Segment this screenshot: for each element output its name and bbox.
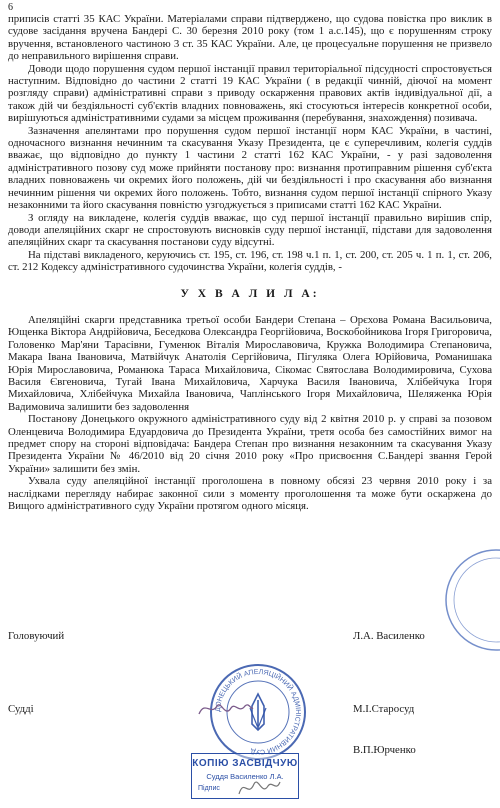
page-number: 6 xyxy=(8,2,13,13)
paragraph: З огляду на викладене, колегія суддів вважає, що суд першої інстанції правильно вирішив спір, доводи апеляційних скарг не спростовують висновків суду першої інстанції, підстави для задоволення апеляційних скарг та скасування постанови суду відсутні. xyxy=(8,211,492,249)
seal-text: ДОНЕЦЬКИЙ АПЕЛЯЦІЙНИЙ АДМІНІСТРАТИВНИЙ СУД xyxy=(214,668,302,756)
paragraph: Доводи щодо порушення судом першої інстанції правил територіальної підсудності спростовується наступним. Відповідно до частини 2 статті 19 КАС України ( в редакції чинній, діючої на момент розгляду справи) адміністративні справи з приводу оскарження правових актів індивідуальної дії, а також дій чи бездіяльності суб'єктів владних повноважень, які стосуються інтересів конкретної особи, вирішуються адміністративними судами за місцем проживання (перебування, знахождення) позивача. xyxy=(8,62,492,125)
judge-1-name: М.І.Старосуд xyxy=(353,703,415,715)
judges-label: Судді xyxy=(8,703,34,715)
document-body xyxy=(8,13,492,512)
paragraph: Ухвала суду апеляційної інстанції проголошена в повному обсязі 23 червня 2010 року і за наслідками перегляду набирає законної сили з моменту проголошення та може бути оскаржена до Вищого адміністративного суду України протягом одного місяця. xyxy=(8,475,492,513)
signature-1-icon xyxy=(195,696,255,722)
paragraph: Зазначення апелянтами про порушення судом першої інстанції норм КАС України, в частині, одночасного визнання нечинним та скасування Указу Президента, це є суперечливим, колегія суддів вважає, що відповідно до пункту 1 частини 2 статті 162 КАС України, - у разі задоволення адміністративного позову суд може прийняти постанову про: визнання протиправним рішення суб'єкта владних повноважень чи окремих його положень, дій чи бездіяльності і про скасування або визнання нечинним рішення чи окремих його положень. Тобто, визнання судом першої інстанції спірного Указу незаконними та його скасування повністю узгоджується з приписами статті 162 КАС України. xyxy=(8,124,492,212)
resolution-heading: У Х В А Л И Л А: xyxy=(180,287,320,300)
paragraph: На підставі викладеного, керуючись ст. 195, ст. 196, ст. 198 ч.1 п. 1, ст. 200, ст. 205 ч. 1 п. 1, ст. 206, ст. 212 Кодексу адміністративного судочинства України, колегія суддів, - xyxy=(8,248,492,274)
judge-2-name: В.П.Юрченко xyxy=(353,744,416,756)
stamp-judge-line: Суддя Василенко Л.А. xyxy=(206,772,284,781)
stamp-signature-line: Підпис xyxy=(198,785,220,792)
paragraph: Постанову Донецького окружного адміністративного суду від 2 квітня 2010 р. у справі за позовом Оленцевича Володимира Едуардовича до Президента України, третя особа без самостійних вимог на предмет спору на стороні відповідача: Бандера Степан про визнання незаконним та скасування Указу Президента України № 46/2010 від 20 січня 2010 року «Про присвоєння С.Бандері звання Герой України» залишити без змін. xyxy=(8,413,492,475)
certification-stamp xyxy=(191,753,299,799)
paragraph: Апеляційні скарги представника третьої особи Бандери Степана – Орєхова Романа Васильовича, Ющенка Віктора Андрійовича, Беседкова Олександра Георгійовича, Воскобойникова Ігоря Григоровича, Головенко Мар'яни Тарасівни, Гуменюк Віталія Мирославовича, Кружка Володимира Степановича, Макара Івана Івановича, Матвійчук Анатолія Сергійовича, Пігуляка Олега Юрійовича, Романишака Юрія Мирославовича, Романюка Тараса Михайловича, Сікомас Святослава Володимировича, Сухова Василя Євгеновича, Тугай Івана Михайловича, Харчука Василя Івановича, Хлібейчука Ігоря Михайловича, Хлібейчука Михайла Івановича, Чаплінського Ігоря Михайловича, Шеляженка Юрія Вадимовича залишити без задоволення xyxy=(8,313,492,413)
presiding-name: Л.А. Василенко xyxy=(353,630,425,642)
seal-fragment-icon xyxy=(426,545,500,655)
stamp-title: КОПІЮ ЗАСВІДЧУЮ xyxy=(192,758,298,769)
paragraph: приписів статті 35 КАС України. Матеріалами справи підтверджено, що судова повістка про виклик в судове засідання вручена Бандері С. 30 березня 2010 року (том 1 а.с.145), що є порушенням строку вручення, встановленого частиною 3 ст. 35 КАС України. Але, це процесуальне порушення не призвело до неправильного вирішення справи. xyxy=(8,13,492,63)
presiding-label: Головуючий xyxy=(8,630,65,642)
